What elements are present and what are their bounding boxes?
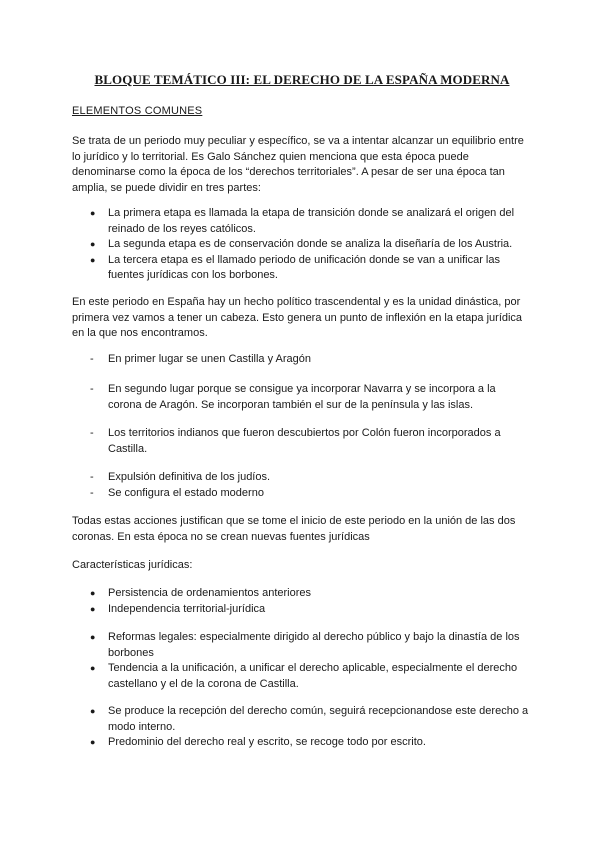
stage-text: La primera etapa es llamada la etapa de transición donde se analizará el origen del reinado de los reyes católicos. — [108, 207, 515, 235]
list-item — [72, 237, 532, 253]
list-item — [72, 602, 532, 618]
event-text: En segundo lugar porque se consigue ya incorporar Navarra y se incorpora a la corona de Aragón. Se incorporan también el sur de la península y las islas. — [108, 383, 496, 411]
list-item — [72, 426, 532, 457]
characteristic-text: Predominio del derecho real y escrito, se recoge todo por escrito. — [108, 736, 426, 749]
list-item — [72, 586, 532, 602]
unity-paragraph: En este periodo en España hay un hecho político trascendental y es la unidad dinástica, por primera vez vamos a tener un cabeza. Esto genera un punto de inflexión en la etapa jurídica en la que nos encontramos. — [72, 296, 523, 340]
bullet-icon: ● — [90, 706, 96, 716]
bullet-icon: ● — [90, 737, 96, 748]
dash-icon: - — [90, 486, 94, 499]
events-list-1 — [72, 352, 532, 368]
characteristics-heading: Características jurídicas: — [72, 559, 193, 571]
characteristics-list-1 — [72, 586, 532, 617]
events-list-4 — [72, 470, 532, 501]
justify-paragraph: Todas estas acciones justifican que se tome el inicio de este periodo en la unión de las dos coronas. En esta época no se crean nuevas fuentes jurídicas — [72, 515, 516, 543]
list-item — [72, 382, 532, 413]
list-item — [72, 470, 532, 486]
stage-text: La tercera etapa es el llamado periodo de unificación donde se van a unificar las fuentes jurídicas con los borbones. — [108, 253, 500, 282]
bullet-icon: ● — [90, 254, 96, 265]
bullet-icon: ● — [90, 208, 96, 218]
list-item — [72, 352, 532, 368]
dash-icon: - — [90, 471, 94, 483]
event-text: Los territorios indianos que fueron descubiertos por Colón fueron incorporados a Castilla. — [108, 427, 501, 455]
bullet-icon: ● — [90, 239, 96, 250]
characteristic-text: Independencia territorial-jurídica — [108, 602, 266, 615]
list-item — [72, 253, 532, 284]
list-item — [72, 486, 532, 502]
characteristic-text: Se produce la recepción del derecho común, seguirá recepcionandose este derecho a modo interno. — [108, 705, 529, 733]
characteristic-text: Tendencia a la unificación, a unificar el derecho aplicable, especialmente el derecho castellano y el de la corona de Castilla. — [108, 662, 518, 690]
section-heading: ELEMENTOS COMUNES — [72, 105, 203, 117]
list-item — [72, 704, 532, 735]
characteristics-list-2 — [72, 630, 532, 692]
events-list-3 — [72, 426, 532, 457]
dash-icon: - — [90, 427, 94, 439]
list-item — [72, 661, 532, 692]
event-text: En primer lugar se unen Castilla y Aragón — [108, 353, 311, 365]
events-list-2 — [72, 382, 532, 413]
stage-text: La segunda etapa es de conservación donde se analiza la diseñaría de los Austria. — [108, 238, 513, 251]
bullet-icon: ● — [90, 588, 96, 598]
list-item — [72, 206, 532, 237]
bullet-icon: ● — [90, 632, 96, 642]
intro-paragraph: Se trata de un periodo muy peculiar y específico, se va a intentar alcanzar un equilibrio entre lo jurídico y lo territorial. Es Galo Sánchez quien menciona que esta época puede denominarse como la época de los “derechos territoriales”. A pesar de ser una época tan amplia, se puede dividir en tres partes: — [72, 135, 524, 194]
event-text: Expulsión definitiva de los judíos. — [108, 471, 271, 483]
characteristic-text: Persistencia de ordenamientos anteriores — [108, 587, 312, 599]
stages-list — [72, 206, 532, 284]
characteristic-text: Reformas legales: especialmente dirigido al derecho público y bajo la dinastía de los borbones — [108, 631, 520, 659]
bullet-icon: ● — [90, 663, 96, 674]
dash-icon: - — [90, 383, 94, 395]
list-item — [72, 735, 532, 751]
dash-icon: - — [90, 353, 94, 365]
document-title: BLOQUE TEMÁTICO III: EL DERECHO DE LA ESPAÑA MODERNA — [94, 72, 510, 87]
list-item — [72, 630, 532, 661]
bullet-icon: ● — [90, 603, 96, 614]
event-text: Se configura el estado moderno — [108, 486, 264, 499]
characteristics-list-3 — [72, 704, 532, 751]
